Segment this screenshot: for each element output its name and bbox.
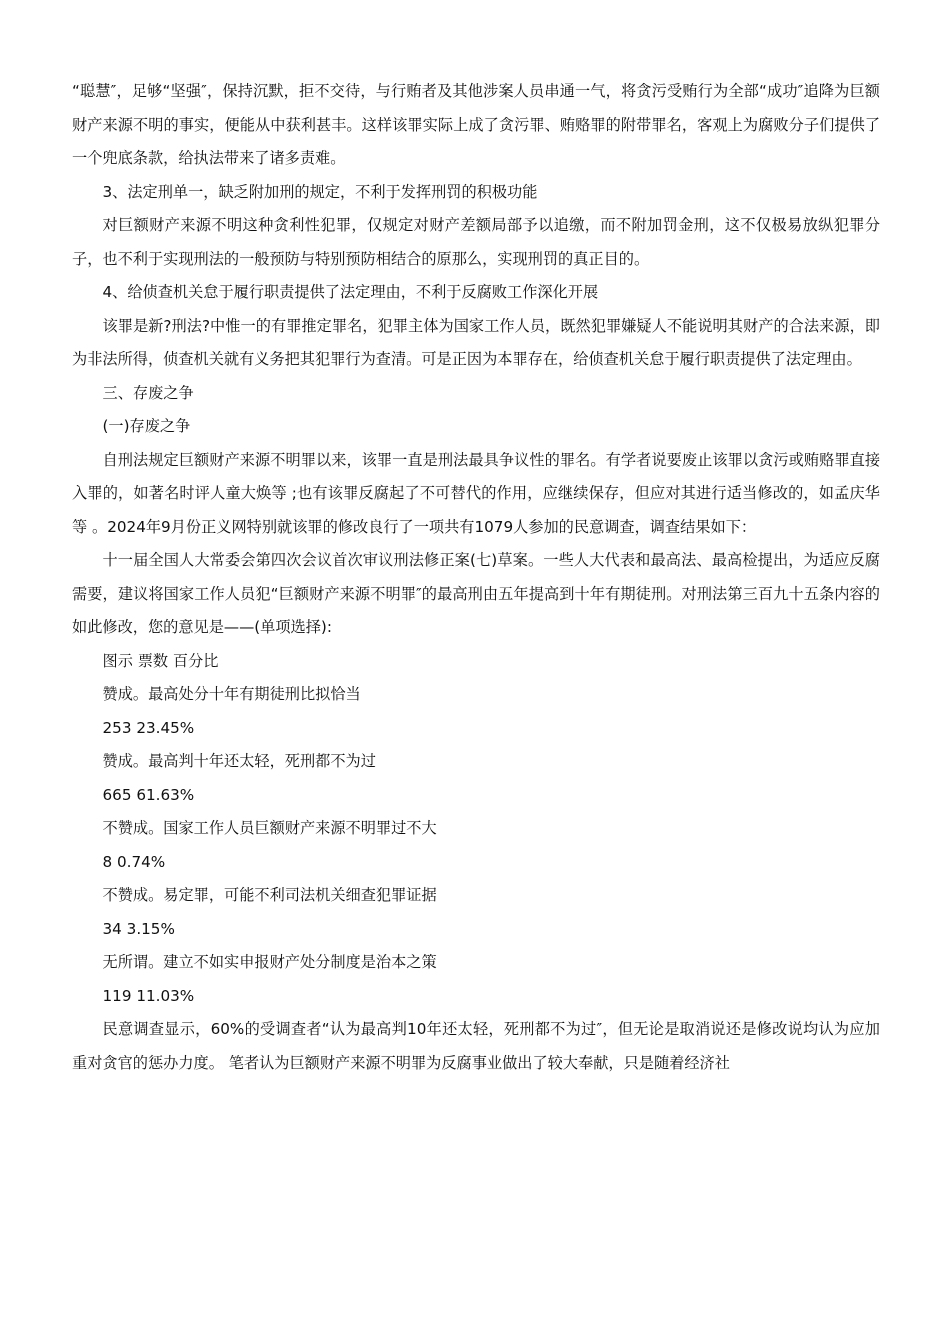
survey-question: 十一届全国人大常委会第四次会议首次审议刑法修正案(七)草案。一些人大代表和最高法、最高检提出，为适应反腐需要，建议将国家工作人员犯“巨额财产来源不明罪″的最高刑由五年提高到十年有期徒刑。对刑法第三百九十五条内容的如此修改，您的意见是——(单项选择): bbox=[72, 551, 880, 636]
section-heading-4: 4、给侦查机关怠于履行职责提供了法定理由，不利于反腐败工作深化开展 bbox=[102, 283, 599, 301]
survey-result: 253 23.45% bbox=[102, 718, 195, 737]
survey-option: 赞成。最高处分十年有期徒刑比拟恰当 bbox=[102, 685, 361, 703]
chapter-heading: 三、存废之争 bbox=[102, 383, 194, 402]
paragraph-continued: “聪慧″，足够“坚强″，保持沉默，拒不交待，与行贿者及其他涉案人员串通一气，将贪污受贿行为全部“成功″追降为巨额财产来源不明的事实，便能从中获利甚丰。这样该罪实际上成了贪污罪、贿赂罪的附带罪名，客观上为腐败分子们提供了一个兜底条款，给执法带来了诸多责难。 bbox=[72, 82, 880, 167]
survey-option: 不赞成。国家工作人员巨额财产来源不明罪过不大 bbox=[102, 819, 437, 837]
survey-option: 不赞成。易定罪，可能不利司法机关细查犯罪证据 bbox=[102, 886, 437, 904]
paragraph: 对巨额财产来源不明这种贪利性犯罪，仅规定对财产差额局部予以追缴，而不附加罚金刑，这不仅极易放纵犯罪分子，也不利于实现刑法的一般预防与特别预防相结合的原那么，实现刑罚的真正目的。 bbox=[72, 216, 880, 268]
paragraph: 民意调查显示，60%的受调查者“认为最高判10年还太轻，死刑都不为过″，但无论是取消说还是修改说均认为应加重对贪官的惩办力度。 笔者认为巨额财产来源不明罪为反腐事业做出了较大奉献，只是随着经济社 bbox=[72, 1020, 880, 1072]
document-body bbox=[72, 75, 880, 1080]
survey-result: 34 3.15% bbox=[102, 919, 175, 938]
survey-result: 8 0.74% bbox=[102, 852, 166, 871]
survey-result: 665 61.63% bbox=[102, 785, 195, 804]
survey-option: 无所谓。建立不如实申报财产处分制度是治本之策 bbox=[102, 953, 437, 971]
paragraph: 该罪是新?刑法?中惟一的有罪推定罪名，犯罪主体为国家工作人员，既然犯罪嫌疑人不能说明其财产的合法来源，即为非法所得，侦查机关就有义务把其犯罪行为查清。可是正因为本罪存在，给侦查机关怠于履行职责提供了法定理由。 bbox=[72, 316, 880, 368]
subsection-heading: (一)存废之争 bbox=[102, 417, 191, 435]
survey-option: 赞成。最高判十年还太轻，死刑都不为过 bbox=[102, 752, 376, 770]
survey-table-header: 图示 票数 百分比 bbox=[102, 651, 219, 670]
section-heading-3: 3、法定刑单一，缺乏附加刑的规定，不利于发挥刑罚的积极功能 bbox=[102, 182, 538, 201]
paragraph: 自刑法规定巨额财产来源不明罪以来，该罪一直是刑法最具争议性的罪名。有学者说要废止该罪以贪污或贿赂罪直接入罪的，如著名时评人童大焕等 ;也有该罪反腐起了不可替代的作用，应继续保存，但应对其进行适当修改的，如孟庆华等 。2024年9月份正义网特别就该罪的修改良行了一项共有1079人参加的民意调查，调查结果如下： bbox=[72, 450, 880, 536]
survey-result: 119 11.03% bbox=[102, 986, 195, 1005]
